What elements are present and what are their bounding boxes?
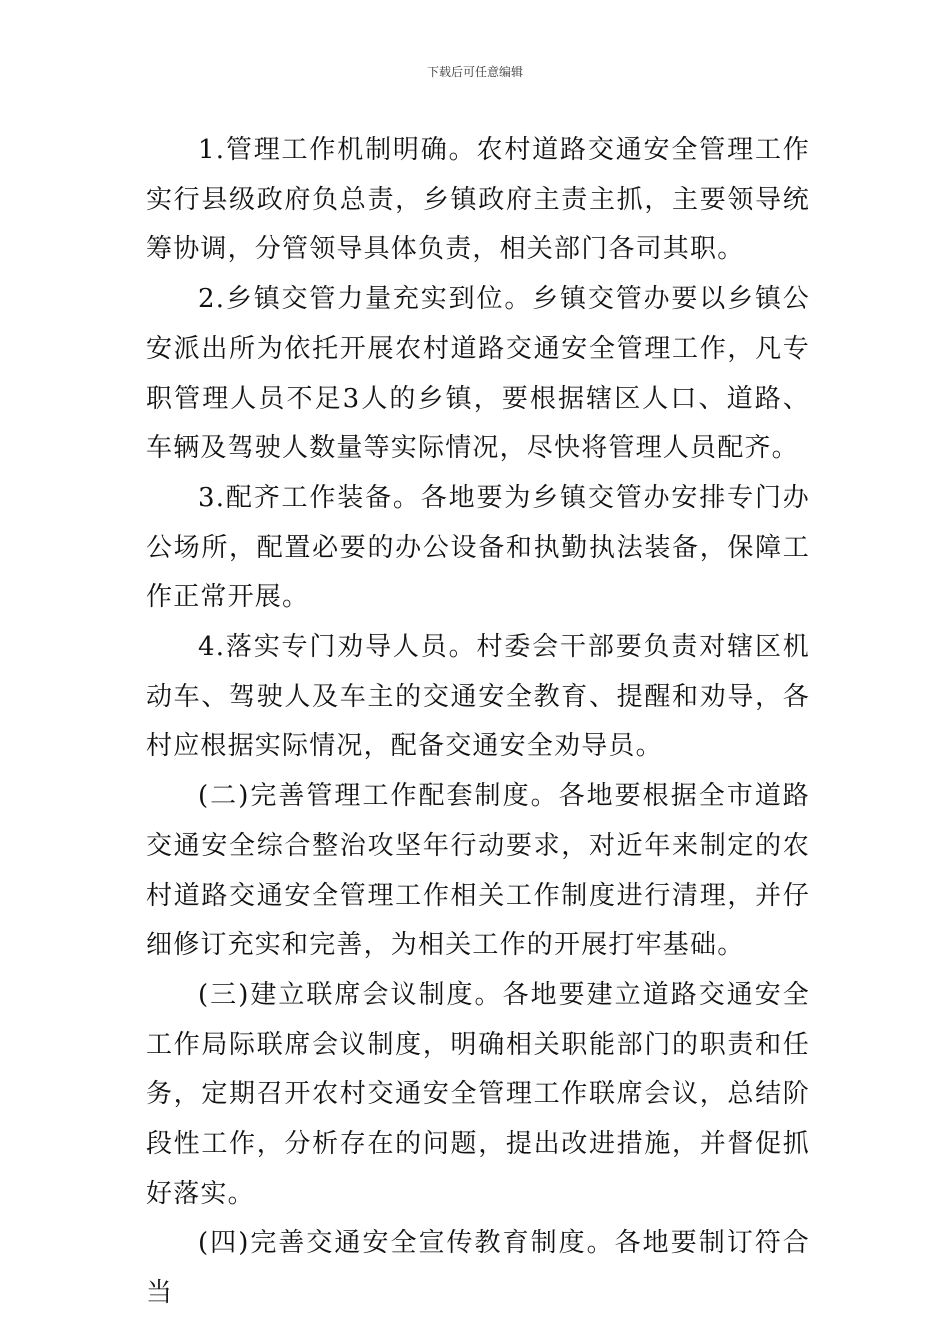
document-body xyxy=(146,126,810,1319)
paragraph-persuaders: 4.落实专门劝导人员。村委会干部要负责对辖区机动车、驾驶人及车主的交通安全教育、提醒和劝导，各村应根据实际情况，配备交通安全劝导员。 xyxy=(146,632,810,762)
paragraph-supporting-rules: (二)完善管理工作配套制度。各地要根据全市道路交通安全综合整治攻坚年行动要求，对近年来制定的农村道路交通安全管理工作相关工作制度进行清理，并仔细修订充实和完善，为相关工作的开展打牢基础。 xyxy=(146,781,810,961)
paragraph-joint-meeting: (三)建立联席会议制度。各地要建立道路交通安全工作局际联席会议制度，明确相关职能部门的职责和任务，定期召开农村交通安全管理工作联席会议，总结阶段性工作，分析存在的问题，提出改进措施，并督促抓好落实。 xyxy=(146,979,810,1209)
paragraph-equipment: 3.配齐工作装备。各地要为乡镇交管办安排专门办公场所，配置必要的办公设备和执勤执法装备，保障工作正常开展。 xyxy=(146,482,810,613)
page-header: 下载后可任意编辑 xyxy=(426,65,523,79)
paragraph-safety-education: (四)完善交通安全宣传教育制度。各地要制订符合当 xyxy=(146,1228,810,1309)
paragraph-township-staffing: 2.乡镇交管力量充实到位。乡镇交管办要以乡镇公安派出所为依托开展农村道路交通安全管理工作，凡专职管理人员不足3人的乡镇，要根据辖区人口、道路、车辆及驾驶人数量等实际情况，尽快将管理人员配齐。 xyxy=(146,284,810,464)
paragraph-work-mechanism: 1.管理工作机制明确。农村道路交通安全管理工作实行县级政府负总责，乡镇政府主责主抓，主要领导统筹协调，分管领导具体负责，相关部门各司其职。 xyxy=(146,135,810,265)
